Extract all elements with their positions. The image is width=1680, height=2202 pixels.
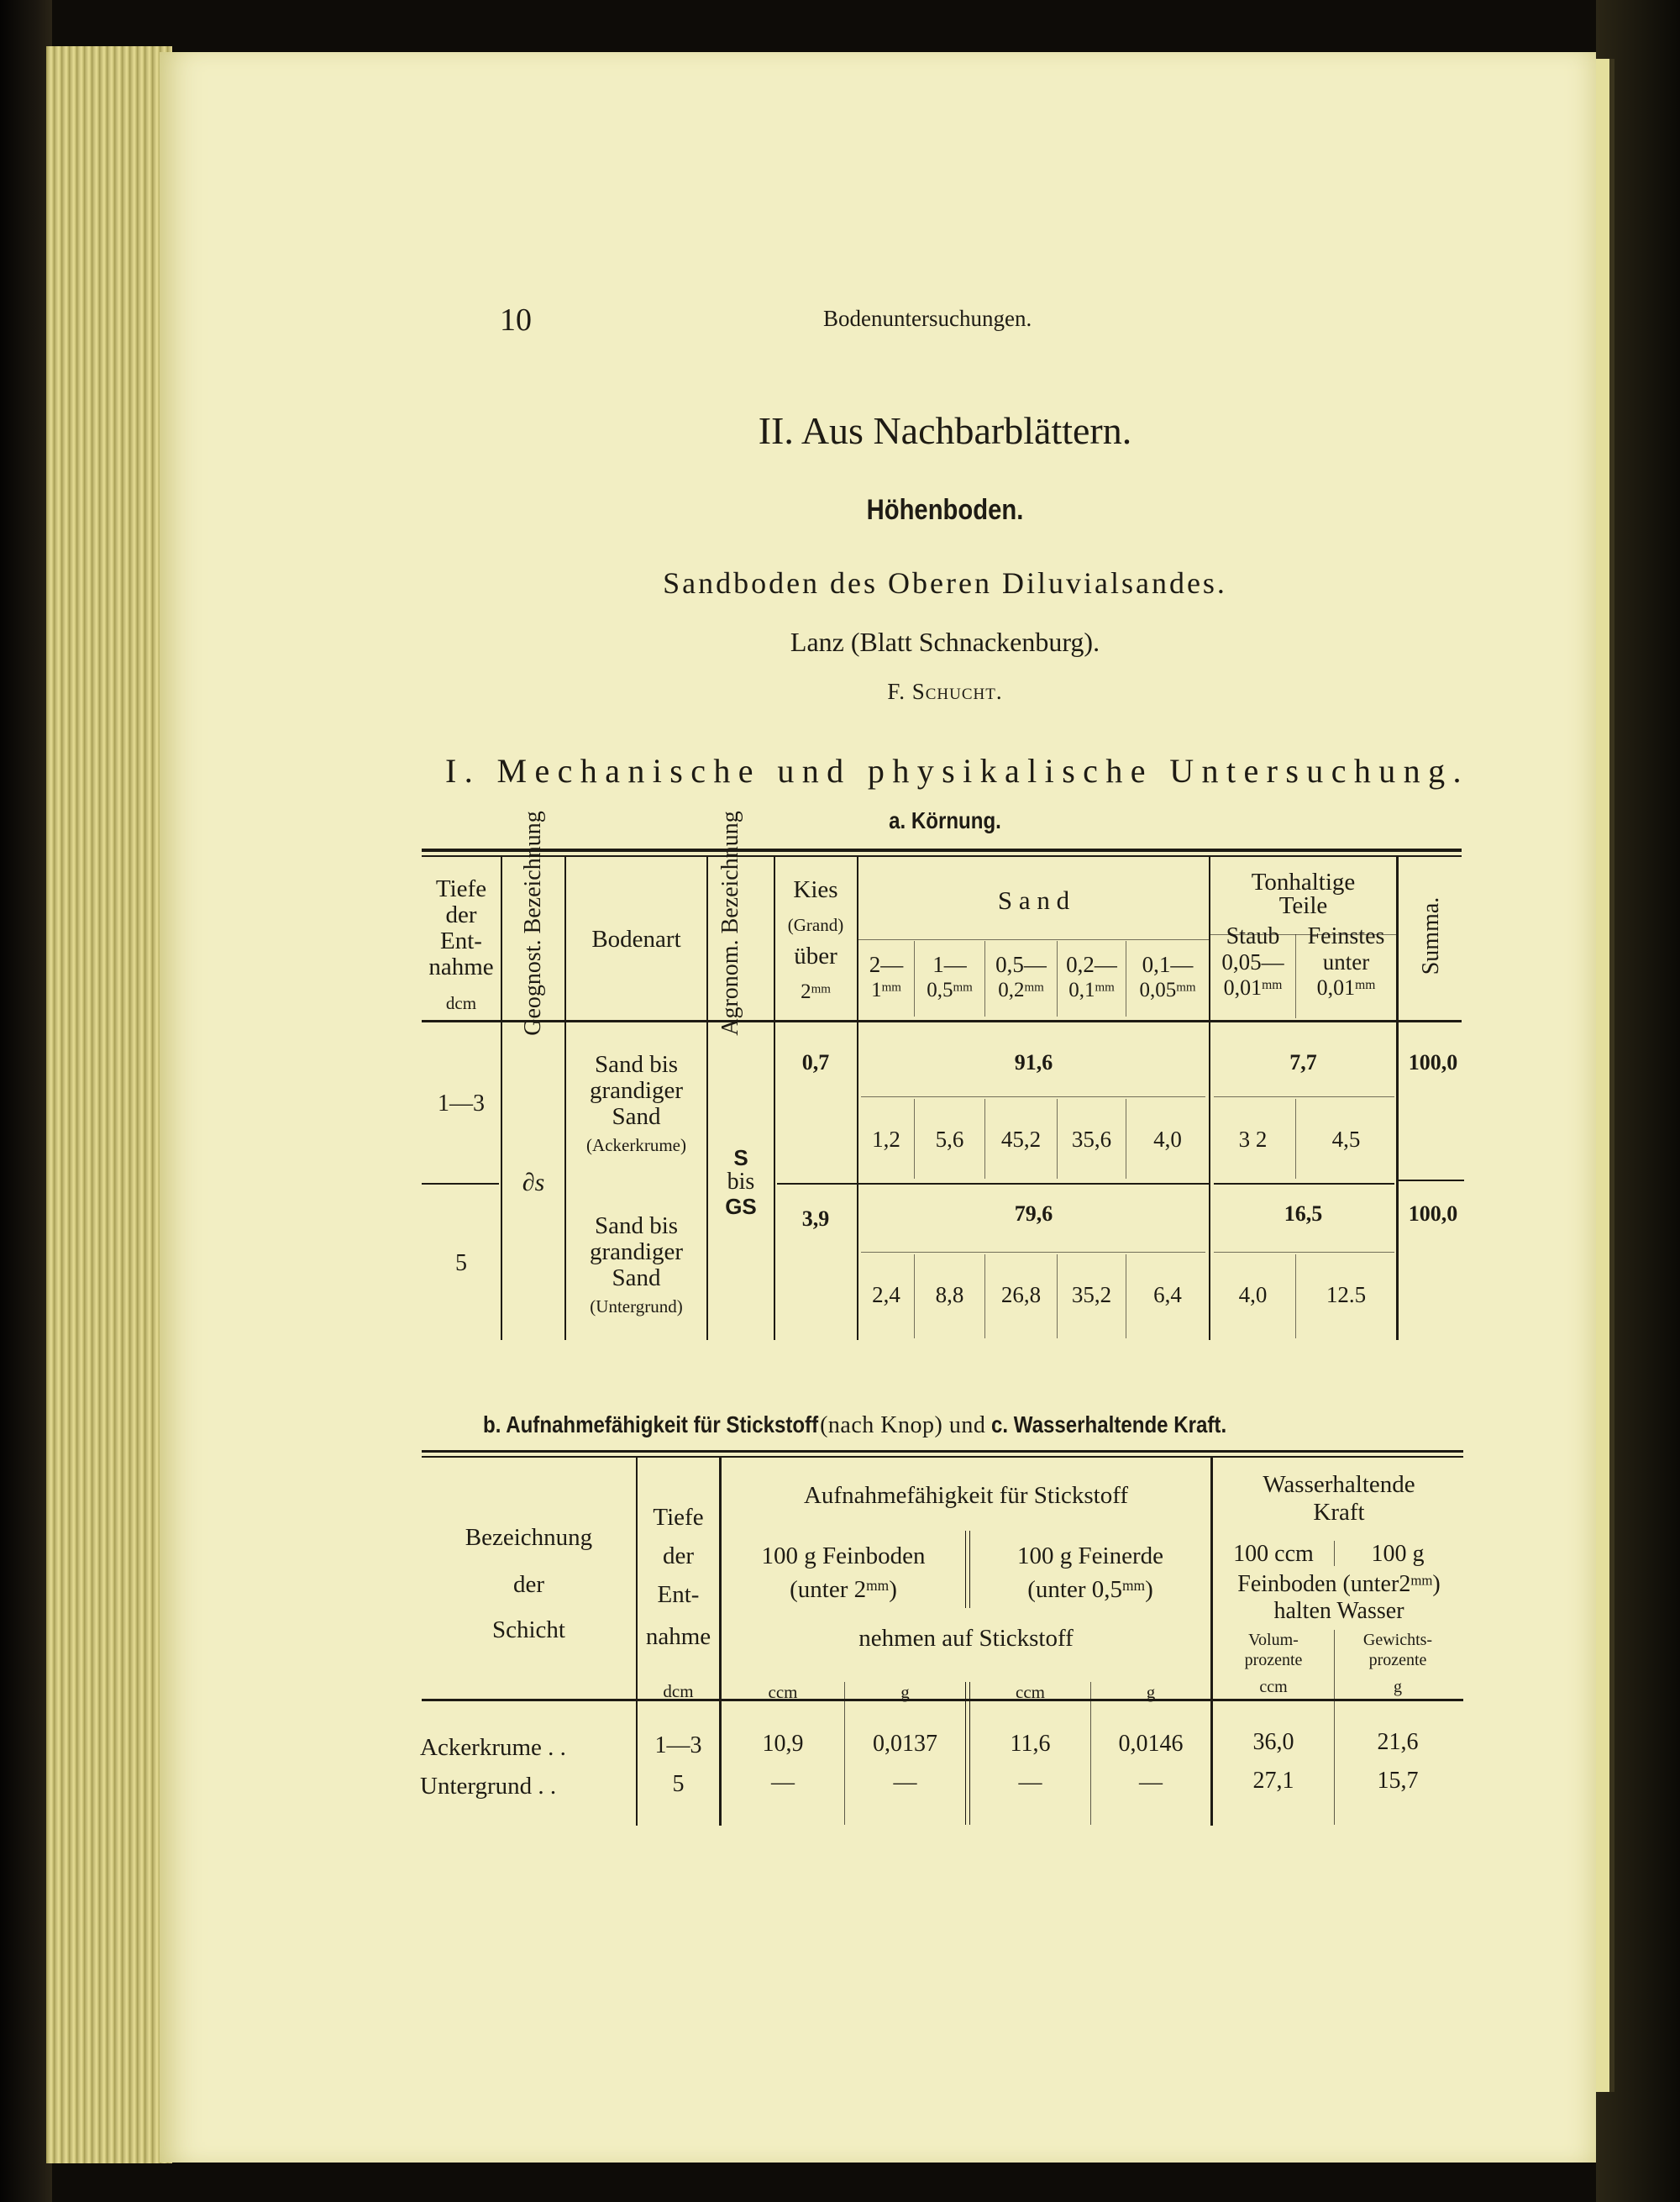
hdr-wasser-col-2: 100 g (1371, 1541, 1425, 1567)
col-rule-7 (1396, 857, 1399, 1340)
table-b-top-rule (422, 1450, 1463, 1453)
hdr-sand: S a n d (997, 886, 1070, 915)
row1-tiefe: 1—3 (438, 1090, 485, 1117)
hdr-staub-1: Staub (1226, 923, 1280, 949)
col-rule-3 (706, 857, 708, 1340)
row1-sand-5: 4,0 (1153, 1127, 1182, 1152)
b-row1-tiefe: 1—3 (654, 1732, 702, 1758)
row1-kies: 0,7 (801, 1050, 830, 1075)
row2-tiefe: 5 (455, 1250, 467, 1276)
row1-ton-sub-rule (1214, 1096, 1394, 1097)
book-page (160, 52, 1596, 2163)
hdr-feinstes-1: Feinstes (1307, 923, 1385, 949)
b-row2-tiefe: 5 (672, 1771, 685, 1797)
row2-bodenart-2: grandiger (589, 1238, 684, 1265)
row1-bodenart-2: grandiger (589, 1077, 684, 1104)
row-split-summa (1399, 1180, 1464, 1181)
next-page-edge (1596, 59, 1609, 2092)
row2-sand-3: 26,8 (1000, 1282, 1042, 1307)
hdr-sand-c5-a: 0,1— (1142, 952, 1194, 977)
caption-b-bold: b. Aufnahmefähigkeit für Stickstoff (483, 1411, 819, 1437)
hdr-unit-1: ccm (768, 1682, 798, 1702)
table-a-caption: a. Körnung. (889, 807, 1001, 833)
agronom-value-2: bis (727, 1169, 755, 1195)
row2-sand-2: 8,8 (935, 1282, 964, 1307)
page-gap (1609, 59, 1614, 2092)
b-row1-w1: 36,0 (1252, 1729, 1294, 1755)
hdr-unit-2: g (900, 1682, 910, 1702)
running-title: Bodenuntersuchungen. (823, 306, 1032, 331)
hdr-b-tiefe-4: nahme (645, 1623, 711, 1650)
hdr-feinstes-2: unter (1322, 949, 1370, 975)
agronom-value-3: GS (725, 1194, 757, 1219)
b-row2-v4: — (1139, 1769, 1163, 1795)
b-row1-w2: 21,6 (1377, 1729, 1419, 1755)
hdr-feinerde-2: (unter $0,5^{mm}$) (1027, 1576, 1153, 1603)
row1-sand-3: 45,2 (1000, 1127, 1042, 1152)
b-row2-v2: — (893, 1769, 917, 1795)
hdr-b-tiefe-unit: dcm (663, 1681, 694, 1701)
row1-bodenart-3: Sand (612, 1103, 661, 1130)
col-rule-1 (501, 857, 502, 1340)
hdr-kies-1: Kies (793, 876, 838, 903)
hdr-unit-3: ccm (1016, 1682, 1045, 1702)
b-row2-w1: 27,1 (1252, 1768, 1294, 1794)
b-sep-2c (965, 1682, 966, 1825)
row-split-mid (777, 1183, 1210, 1185)
hdr-geognost: Geognost. Bezeichnung (520, 811, 546, 1036)
table-b-caption (483, 1413, 1265, 1437)
sand-sub-rule (857, 939, 1210, 940)
section-title: II. Aus Nachbarblättern. (758, 409, 1132, 452)
table-b-top-rule-2 (422, 1456, 1463, 1458)
row2-sand-5: 6,4 (1153, 1282, 1182, 1307)
hdr-gewicht-3: g (1394, 1678, 1402, 1696)
row1-sand-4: 35,6 (1071, 1127, 1112, 1152)
row1-ton-1: 3 2 (1238, 1127, 1268, 1152)
hdr-volum-2: prozente (1244, 1651, 1303, 1669)
hdr-feinboden-1: 100 g Feinboden (761, 1542, 926, 1569)
hdr-ton-2: Teile (1278, 892, 1328, 919)
hdr-tiefe-unit: dcm (445, 993, 477, 1013)
page-number: 10 (500, 302, 532, 338)
row1-sand-total: 91,6 (1014, 1050, 1053, 1075)
row2-sand-1: 2,4 (872, 1282, 900, 1307)
row1-ton-2: 4,5 (1331, 1127, 1361, 1152)
row2-ton-sub-rule (1214, 1252, 1394, 1253)
table-a-header-rule (422, 1020, 1462, 1022)
hdr-sand-c2-b: $0,5^{mm}$ (927, 979, 973, 1001)
hdr-bezeichnung-3: Schicht (492, 1616, 565, 1643)
row-split-ton (1214, 1183, 1394, 1185)
row2-kies: 3,9 (801, 1206, 830, 1231)
hdr-sand-c1-a: 2— (869, 952, 904, 977)
row1-ton-total: 7,7 (1289, 1050, 1317, 1075)
hdr-bezeichnung-2: der (512, 1571, 545, 1598)
hdr-kies-4: $2^{mm}$ (801, 980, 831, 1003)
b-row2-v1: — (771, 1769, 795, 1795)
geognost-value: ∂s (522, 1169, 545, 1196)
b-row1-v2: 0,0137 (873, 1731, 937, 1757)
hdr-volum-1: Volum- (1248, 1631, 1299, 1649)
hdr-b-tiefe-3: Ent- (657, 1581, 700, 1608)
row1-summa: 100,0 (1408, 1050, 1458, 1075)
row2-sub-rule (861, 1252, 1205, 1253)
hdr-wasser-1: Wasserhaltende (1263, 1471, 1415, 1498)
agronom-value-1: S (733, 1145, 748, 1170)
hdr-volum-3: ccm (1259, 1678, 1288, 1696)
table-a-top-rule-2 (422, 855, 1462, 857)
hdr-gewicht-2: prozente (1368, 1651, 1427, 1669)
row2-bodenart-1: Sand bis (594, 1212, 679, 1239)
b-row1-name: Ackerkrume . . (420, 1734, 566, 1761)
row2-ton-2: 12.5 (1326, 1282, 1367, 1307)
hdr-gewicht-1: Gewichts- (1362, 1631, 1433, 1649)
hdr-unit-4: g (1146, 1682, 1156, 1702)
hdr-staub-2: 0,05— (1221, 949, 1284, 975)
hdr-wasser-col-1: 100 ccm (1233, 1541, 1314, 1567)
hdr-sand-c4-a: 0,2— (1066, 952, 1117, 977)
hdr-agronom: Agronom. Bezeichnung (717, 811, 743, 1036)
b-row2-w2: 15,7 (1377, 1768, 1419, 1794)
hdr-sand-c4-b: $0,1^{mm}$ (1068, 979, 1115, 1001)
hdr-sand-c5-b: $0,05^{mm}$ (1139, 979, 1196, 1001)
row2-ton-total: 16,5 (1284, 1201, 1323, 1226)
sand-sep-1 (914, 941, 915, 1017)
hdr-tiefe-4: nahme (428, 954, 494, 980)
row2-summa: 100,0 (1408, 1201, 1458, 1226)
hdr-halten: halten Wasser (1273, 1598, 1404, 1624)
table-a-top-rule (422, 849, 1462, 852)
hdr-wasser-2: Kraft (1313, 1499, 1365, 1526)
hdr-kies-3: über (794, 943, 837, 970)
col-rule-5 (857, 857, 858, 1340)
hdr-wasser-line: Feinboden $(unter2^{mm})$ (1237, 1571, 1441, 1597)
row2-sand-total: 79,6 (1014, 1201, 1053, 1226)
hdr-aufnahme: Aufnahmefähigkeit für Stickstoff (803, 1482, 1129, 1509)
author: F. Schucht. (887, 679, 1003, 704)
sand-sep-3 (1057, 941, 1058, 1017)
caption-b-normal: (nach Knop) und (820, 1412, 986, 1438)
caption-c-bold: c. Wasserhaltende Kraft. (991, 1411, 1227, 1437)
row2-ton-1: 4,0 (1238, 1282, 1268, 1307)
hdr-sand-c3-a: 0,5— (995, 952, 1047, 977)
hdr-summa: Summa. (1418, 896, 1444, 975)
page-edges (46, 46, 172, 2163)
hdr-b-tiefe-1: Tiefe (653, 1504, 704, 1531)
row1-sand-1: 1,2 (872, 1127, 900, 1152)
book-spine (0, 0, 52, 2202)
b-sep-2a (965, 1531, 966, 1608)
row2-sand-4: 35,2 (1071, 1282, 1112, 1307)
hdr-kies-2: (Grand) (787, 915, 844, 935)
soil-type: Sandboden des Oberen Diluvialsandes. (663, 566, 1227, 600)
sand-sep-2 (984, 941, 985, 1017)
row1-bodenart-4: (Ackerkrume) (586, 1135, 686, 1155)
hdr-staub-3: $0,01^{mm}$ (1223, 975, 1283, 1000)
hdr-bezeichnung-1: Bezeichnung (465, 1524, 593, 1551)
part-title: I. Mechanische und physikalische Untersuchung. (445, 752, 1469, 790)
b-row1-v1: 10,9 (762, 1731, 804, 1757)
b-row1-v4: 0,0146 (1118, 1731, 1184, 1757)
hdr-tiefe-1: Tiefe (435, 875, 487, 902)
hdr-ton-1: Tonhaltige (1251, 869, 1356, 896)
hdr-feinstes-3: $0,01^{mm}$ (1316, 975, 1376, 1000)
hdr-feinerde-1: 100 g Feinerde (1017, 1542, 1163, 1569)
hdr-tiefe-3: Ent- (440, 928, 482, 954)
hdr-sand-c2-a: 1— (932, 952, 967, 977)
location: Lanz (Blatt Schnackenburg). (790, 627, 1100, 657)
row-split-tiefe (422, 1183, 499, 1185)
hdr-sand-c1-b: $1^{mm}$ (871, 979, 901, 1001)
b-row1-v3: 11,6 (1010, 1731, 1051, 1757)
row1-sand-2: 5,6 (935, 1127, 964, 1152)
hdr-nehmen: nehmen auf Stickstoff (858, 1625, 1074, 1652)
row2-bodenart-4: (Untergrund) (590, 1296, 683, 1316)
b-row2-v3: — (1018, 1769, 1042, 1795)
hdr-b-tiefe-2: der (662, 1542, 695, 1569)
row1-sub-rule (861, 1096, 1205, 1097)
hdr-tiefe-2: der (445, 901, 477, 928)
b-row2-name: Untergrund . . (420, 1773, 557, 1800)
hdr-sand-c3-b: $0,2^{mm}$ (998, 979, 1044, 1001)
hdr-bodenart: Bodenart (591, 926, 681, 953)
row1-bodenart-1: Sand bis (594, 1051, 679, 1078)
subsection-title: Höhenboden. (866, 494, 1024, 526)
hdr-feinboden-2: (unter $2^{mm}$) (790, 1576, 897, 1603)
row2-bodenart-3: Sand (612, 1264, 661, 1291)
